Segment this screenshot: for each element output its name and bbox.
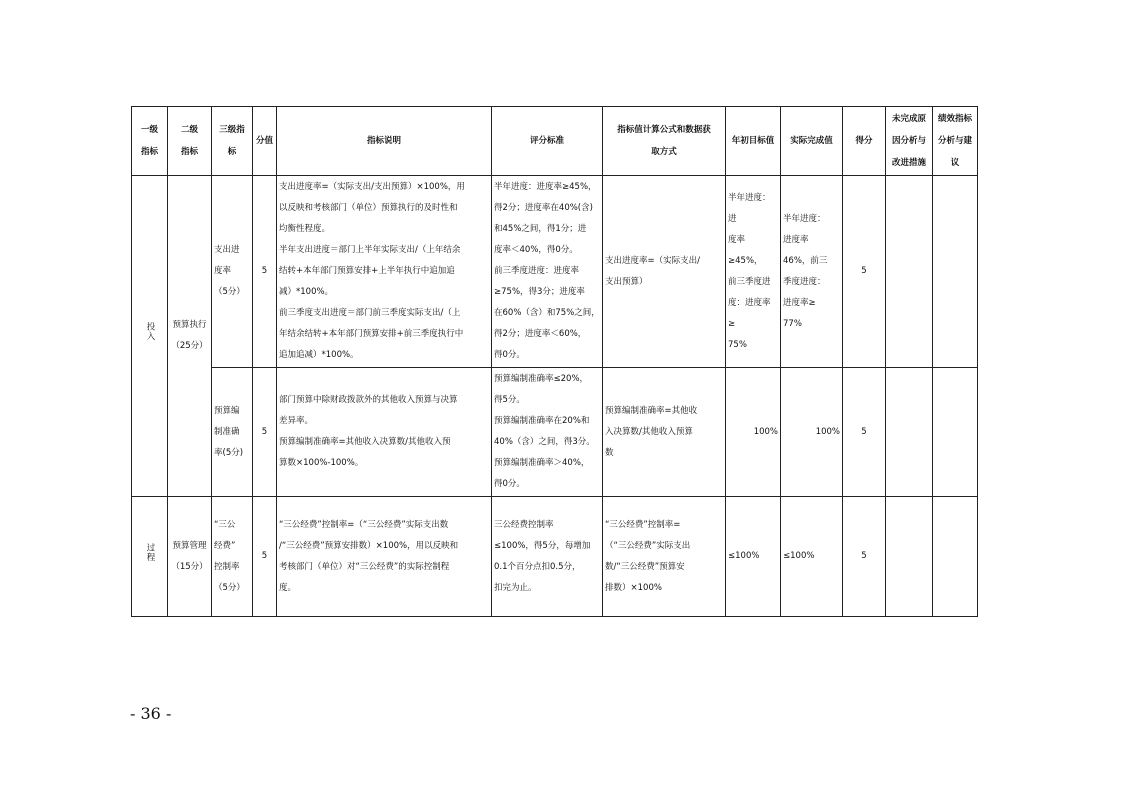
formula-cell: 预算编制准确率=其他收 入决算数/其他收入预算 数 <box>603 368 726 497</box>
suggestion-cell <box>933 368 978 497</box>
criteria-cell: 三公经费控制率 ≤100%，得5分，每增加 0.1个百分点扣0.5分， 扣完为止。 <box>492 497 603 617</box>
got-cell: 5 <box>843 368 886 497</box>
criteria-cell: 半年进度：进度率≥45%， 得2分；进度率在40%(含) 和45%之间，得1分；进 度率＜40%，得0分。 前三季度进度：进度率 ≥75%，得3分；进度率 在60%（含）和75%之间， 得2分；进度率＜60%， 得0分。 <box>492 176 603 368</box>
header-level1: 一级 指标 <box>132 107 168 176</box>
got-cell: 5 <box>843 176 886 368</box>
level1-cell <box>132 176 168 497</box>
header-score: 分值 <box>253 107 277 176</box>
table-row <box>132 368 978 497</box>
level1-text: 过程 <box>145 542 155 562</box>
header-suggestion: 绩效指标 分析与建 议 <box>933 107 978 176</box>
level2-cell: 预算执行 （25分） <box>168 176 212 497</box>
level2-cell: 预算管理 （15分） <box>168 497 212 617</box>
criteria-cell: 预算编制准确率≤20%， 得5分。 预算编制准确率在20%和 40%（含）之间，得3分。 预算编制准确率＞40%， 得0分。 <box>492 368 603 497</box>
header-level2: 二级 指标 <box>168 107 212 176</box>
score-cell: 5 <box>253 176 277 368</box>
header-target: 年初目标值 <box>726 107 781 176</box>
level1-cell <box>132 497 168 617</box>
description-cell: 部门预算中除财政拨款外的其他收入预算与决算 差异率。 预算编制准确率=其他收入决算数/其他收入预 算数×100%-100%。 <box>277 368 492 497</box>
description-cell: 支出进度率=（实际支出/支出预算）×100%，用 以反映和考核部门（单位）预算执行的及时性和 均衡性程度。 半年支出进度＝部门上半年实际支出/（上年结余 结转+本年部门预算安排+上半年执行中追加追 减）*100%。 前三季度支出进度＝部门前三季度实际支出/（上 年结余结转+本年部门预算安排+前三季度执行中 追加追减）*100%。 <box>277 176 492 368</box>
score-cell: 5 <box>253 368 277 497</box>
level1-text: 投入 <box>145 322 155 341</box>
suggestion-cell <box>933 176 978 368</box>
actual-cell: 100% <box>781 368 843 497</box>
header-description: 指标说明 <box>277 107 492 176</box>
target-cell: 100% <box>726 368 781 497</box>
target-cell: ≤100% <box>726 497 781 617</box>
header-level3: 三级指 标 <box>212 107 253 176</box>
reason-cell <box>886 368 933 497</box>
level3-cell: 预算编 制准确 率(5分) <box>212 368 253 497</box>
reason-cell <box>886 176 933 368</box>
table-row <box>132 497 978 617</box>
table-header-row <box>132 107 978 176</box>
header-formula: 指标值计算公式和数据获 取方式 <box>603 107 726 176</box>
level3-cell: 支出进 度率 （5分） <box>212 176 253 368</box>
formula-cell: “三公经费”控制率= （“三公经费”实际支出 数/“三公经费”预算安 排数）×100% <box>603 497 726 617</box>
performance-indicator-table <box>131 106 978 617</box>
actual-cell: 半年进度： 进度率 46%，前三 季度进度： 进度率≥ 77% <box>781 176 843 368</box>
description-cell: “三公经费”控制率=（“三公经费”实际支出数 /“三公经费”预算安排数）×100%，用以反映和 考核部门（单位）对“三公经费”的实际控制程 度。 <box>277 497 492 617</box>
header-criteria: 评分标准 <box>492 107 603 176</box>
actual-cell: ≤100% <box>781 497 843 617</box>
suggestion-cell <box>933 497 978 617</box>
got-cell: 5 <box>843 497 886 617</box>
header-reason: 未完成原 因分析与 改进措施 <box>886 107 933 176</box>
table-row <box>132 176 978 368</box>
page-number: - 36 - <box>130 704 172 723</box>
header-got: 得分 <box>843 107 886 176</box>
target-cell: 半年进度： 进 度率≥45%， 前三季度进 度：进度率 ≥ 75% <box>726 176 781 368</box>
score-cell: 5 <box>253 497 277 617</box>
formula-cell: 支出进度率=（实际支出/ 支出预算） <box>603 176 726 368</box>
header-actual: 实际完成值 <box>781 107 843 176</box>
reason-cell <box>886 497 933 617</box>
level3-cell: “三公 经费” 控制率 （5分） <box>212 497 253 617</box>
